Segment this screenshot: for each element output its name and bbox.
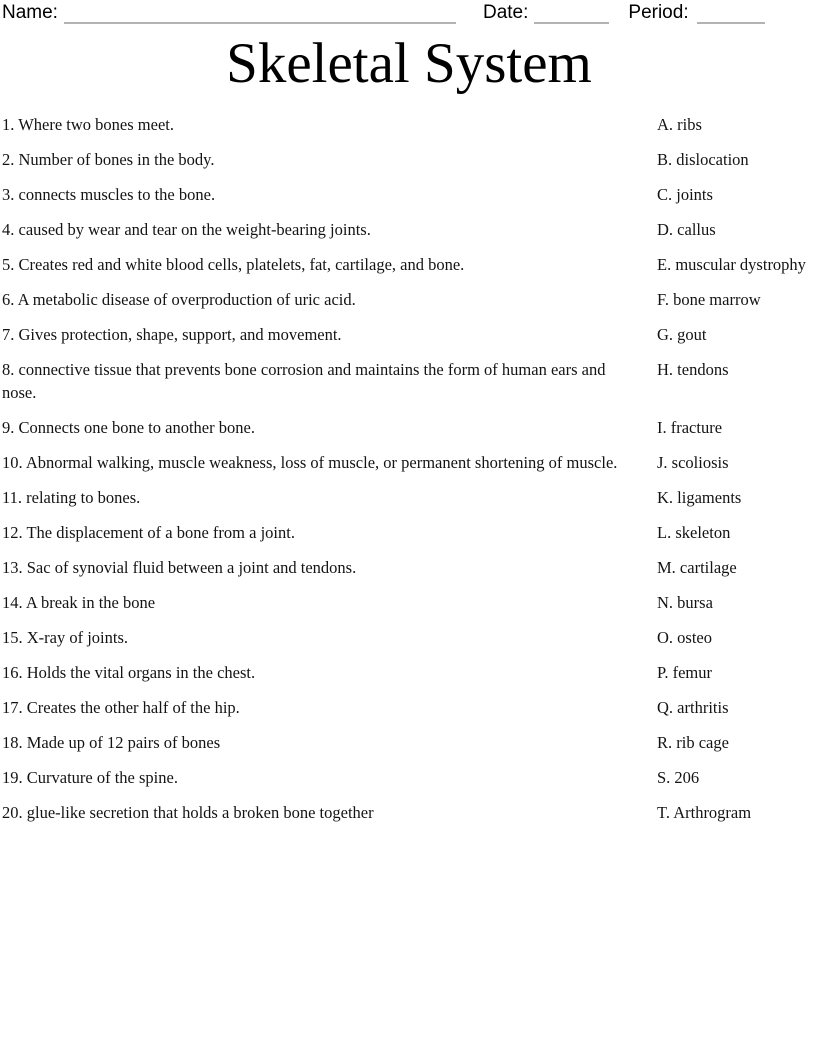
answer-option: K. ligaments bbox=[657, 488, 742, 507]
match-row bbox=[2, 766, 816, 789]
answer-option: N. bursa bbox=[657, 593, 713, 612]
question-item: 5. Creates red and white blood cells, platelets, fat, cartilage, and bone. bbox=[2, 255, 465, 274]
answer-option: D. callus bbox=[657, 220, 716, 239]
match-row bbox=[2, 218, 816, 241]
name-label: Name: bbox=[2, 2, 58, 23]
question-item: 8. connective tissue that prevents bone corrosion and maintains the form of human ears and nose. bbox=[2, 360, 606, 402]
match-row bbox=[2, 288, 816, 311]
question-item: 16. Holds the vital organs in the chest. bbox=[2, 663, 256, 682]
match-row bbox=[2, 113, 816, 136]
date-label: Date: bbox=[482, 2, 529, 23]
question-item: 3. connects muscles to the bone. bbox=[2, 185, 216, 204]
name-blank-line bbox=[64, 18, 456, 24]
answer-option: I. fracture bbox=[657, 418, 723, 437]
question-item: 4. caused by wear and tear on the weight-bearing joints. bbox=[2, 220, 371, 239]
match-row bbox=[2, 521, 816, 544]
match-row bbox=[2, 801, 816, 824]
answer-option: R. rib cage bbox=[657, 733, 729, 752]
match-row bbox=[2, 253, 816, 276]
question-item: 9. Connects one bone to another bone. bbox=[2, 418, 255, 437]
date-blank-line bbox=[534, 18, 609, 24]
answer-option: J. scoliosis bbox=[657, 453, 729, 472]
match-row bbox=[2, 451, 816, 474]
question-item: 7. Gives protection, shape, support, and movement. bbox=[2, 325, 342, 344]
answer-option: B. dislocation bbox=[657, 150, 749, 169]
question-item: 11. relating to bones. bbox=[2, 488, 141, 507]
question-item: 6. A metabolic disease of overproduction of uric acid. bbox=[2, 290, 356, 309]
answer-option: C. joints bbox=[657, 185, 713, 204]
question-item: 2. Number of bones in the body. bbox=[2, 150, 215, 169]
match-row bbox=[2, 626, 816, 649]
period-blank-line bbox=[697, 18, 765, 24]
answer-option: L. skeleton bbox=[657, 523, 731, 542]
match-row bbox=[2, 556, 816, 579]
answer-option: G. gout bbox=[657, 325, 707, 344]
question-item: 12. The displacement of a bone from a joint. bbox=[2, 523, 295, 542]
header bbox=[2, 2, 816, 24]
answer-option: Q. arthritis bbox=[657, 698, 729, 717]
question-item: 18. Made up of 12 pairs of bones bbox=[2, 733, 221, 752]
match-row bbox=[2, 661, 816, 684]
match-row bbox=[2, 358, 816, 404]
match-row bbox=[2, 148, 816, 171]
answer-option: E. muscular dystrophy bbox=[657, 255, 806, 274]
match-row bbox=[2, 696, 816, 719]
match-row bbox=[2, 731, 816, 754]
question-item: 20. glue-like secretion that holds a broken bone together bbox=[2, 803, 374, 822]
question-item: 15. X-ray of joints. bbox=[2, 628, 129, 647]
answer-option: M. cartilage bbox=[657, 558, 737, 577]
answer-option: A. ribs bbox=[657, 115, 702, 134]
page-title: Skeletal System bbox=[226, 32, 592, 95]
match-row bbox=[2, 591, 816, 614]
match-row bbox=[2, 323, 816, 346]
period-label: Period: bbox=[628, 2, 689, 23]
matching-list bbox=[2, 113, 816, 824]
answer-option: F. bone marrow bbox=[657, 290, 761, 309]
answer-option: H. tendons bbox=[657, 360, 729, 379]
match-row bbox=[2, 183, 816, 206]
question-item: 14. A break in the bone bbox=[2, 593, 156, 612]
question-item: 10. Abnormal walking, muscle weakness, loss of muscle, or permanent shortening of muscle. bbox=[2, 453, 618, 472]
question-item: 1. Where two bones meet. bbox=[2, 115, 174, 134]
answer-option: T. Arthrogram bbox=[657, 803, 752, 822]
answer-option: O. osteo bbox=[657, 628, 712, 647]
match-row bbox=[2, 416, 816, 439]
answer-option: S. 206 bbox=[657, 768, 700, 787]
match-row bbox=[2, 486, 816, 509]
question-item: 19. Curvature of the spine. bbox=[2, 768, 178, 787]
question-item: 13. Sac of synovial fluid between a joint and tendons. bbox=[2, 558, 357, 577]
answer-option: P. femur bbox=[657, 663, 712, 682]
question-item: 17. Creates the other half of the hip. bbox=[2, 698, 240, 717]
